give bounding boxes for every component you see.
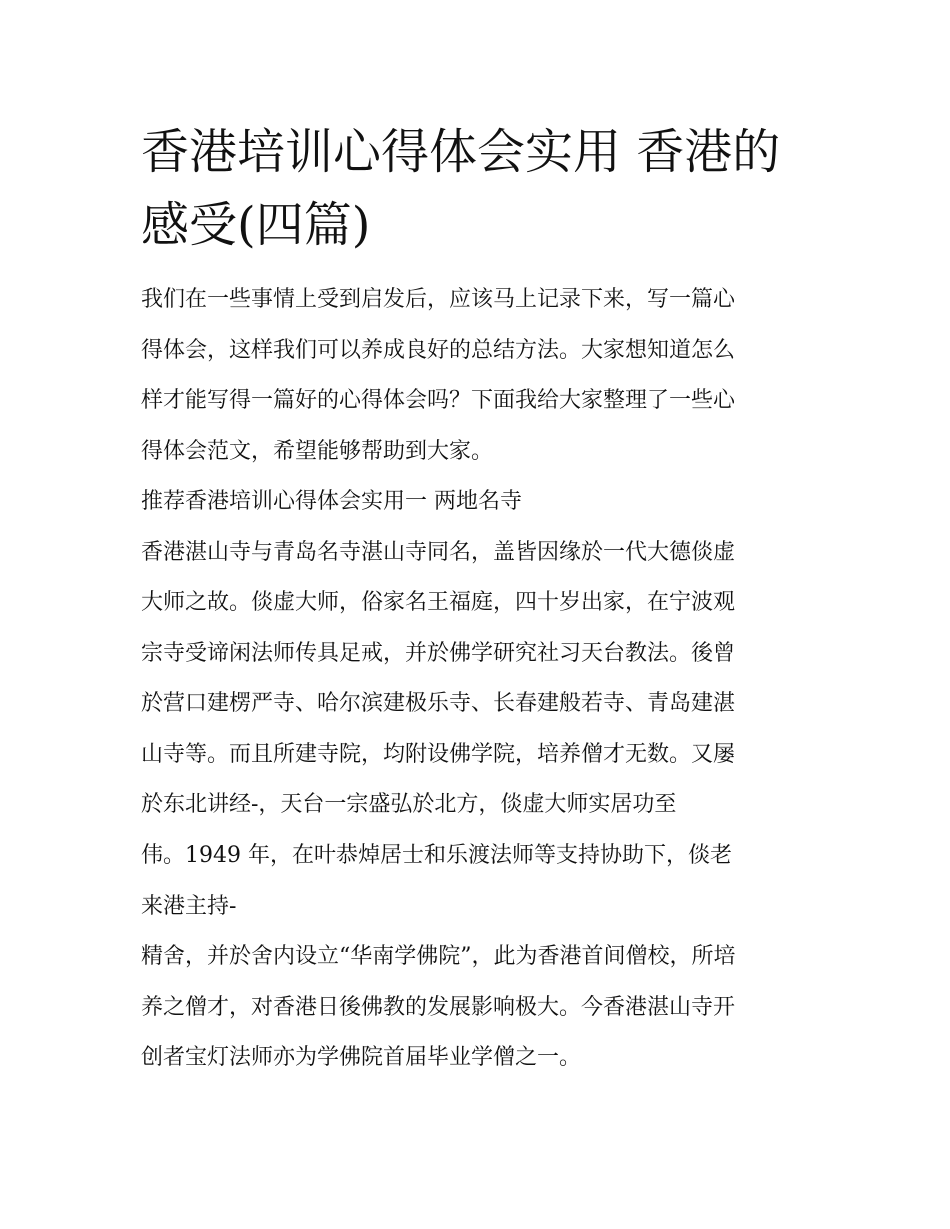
body-line-9: 於营口建楞严寺、哈尔滨建极乐寺、长春建般若寺、青岛建湛	[141, 691, 736, 716]
title-line-2: 感受(四篇)	[141, 197, 371, 253]
body-line-3: 样才能写得一篇好的心得体会吗？下面我给大家整理了一些心	[141, 388, 736, 413]
body-line-2: 得体会，这样我们可以养成良好的总结方法。大家想知道怎么	[141, 338, 736, 363]
body-line-13: 来港主持-	[141, 894, 237, 919]
body-line-10: 山寺等。而且所建寺院，均附设佛学院，培养僧才无数。又屡	[141, 742, 736, 767]
body-line-16: 创者宝灯法师亦为学佛院首届毕业学僧之一。	[141, 1045, 582, 1070]
body-line-14: 精舍，并於舍内设立“华南学佛院”，此为香港首间僧校，所培	[141, 944, 736, 969]
body-line-8: 宗寺受谛闲法师传具足戒，并於佛学研究社习天台教法。後曾	[141, 641, 736, 666]
body-line-4: 得体会范文，希望能够帮助到大家。	[141, 439, 494, 464]
body-line-6: 香港湛山寺与青岛名寺湛山寺同名，盖皆因缘於一代大德倓虚	[141, 540, 736, 565]
body-line-15: 养之僧才，对香港日後佛教的发展影响极大。今香港湛山寺开	[141, 995, 736, 1020]
body-line-12: 伟。1949 年，在叶恭焯居士和乐渡法师等支持协助下，倓老	[141, 843, 732, 868]
body-line-11: 於东北讲经-，天台一宗盛弘於北方，倓虚大师实居功至	[141, 792, 677, 817]
body-line-1: 我们在一些事情上受到启发后，应该马上记录下来，写一篇心	[141, 287, 736, 312]
document-title	[141, 116, 841, 262]
section-heading: 推荐香港培训心得体会实用一 两地名寺	[141, 489, 522, 514]
title-line-1: 香港培训心得体会实用 香港的	[141, 124, 781, 180]
body-line-7: 大师之故。倓虚大师，俗家名王福庭，四十岁出家，在宁波观	[141, 590, 736, 615]
